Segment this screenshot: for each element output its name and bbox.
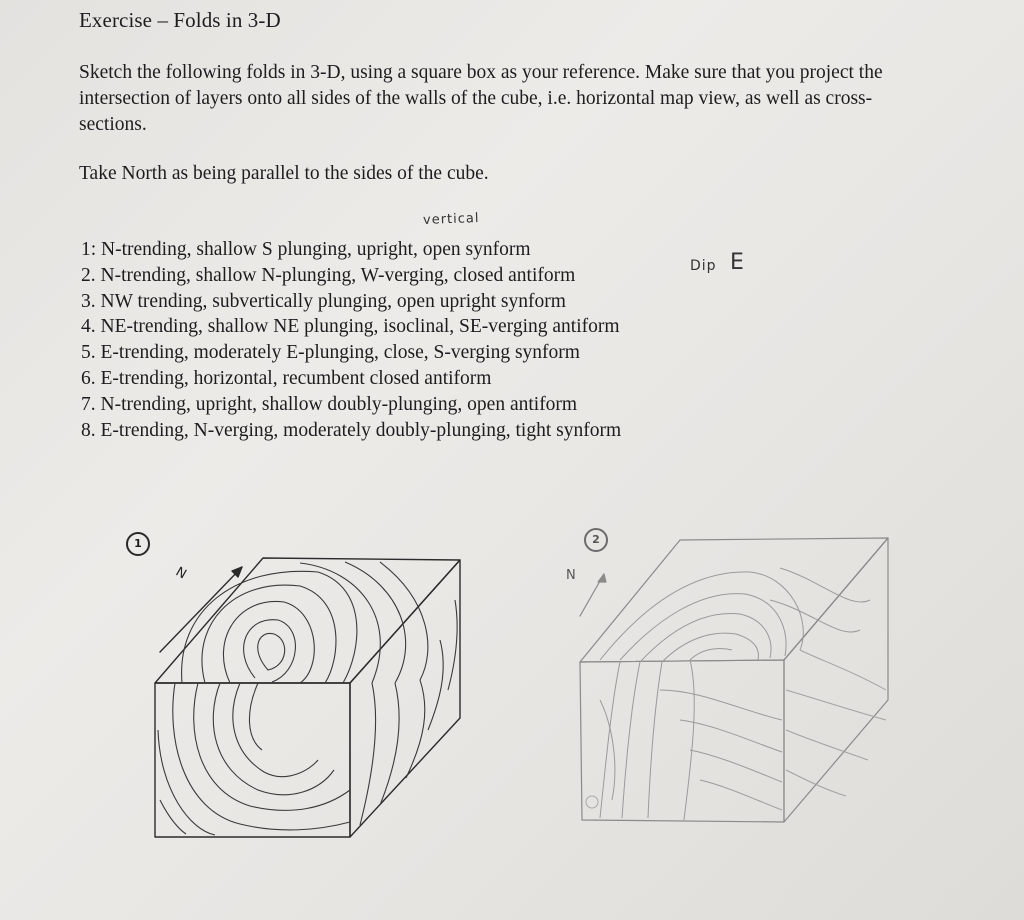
handwritten-dip-direction: E	[730, 250, 744, 275]
handwritten-vertical-note: vertical	[422, 211, 480, 228]
cube-2-side-contours	[786, 650, 886, 796]
exercise-title: Exercise – Folds in 3-D	[79, 8, 281, 32]
fold-item-4: 4. NE-trending, shallow NE plunging, isoclinal, SE-verging antiform	[81, 316, 620, 338]
cube-2-top-face	[580, 538, 888, 662]
fold-item-6: 6. E-trending, horizontal, recumbent closed antiform	[81, 367, 492, 389]
north-label-sketch-2: N	[566, 568, 576, 583]
small-circle-mark	[586, 796, 598, 808]
fold-item-1: 1: N-trending, shallow S plunging, upright, open synform	[81, 239, 531, 260]
fold-item-2: 2. N-trending, shallow N-plunging, W-verging, closed antiform	[81, 264, 576, 286]
cube-2-front-contours	[600, 660, 782, 820]
instructions-paragraph: Sketch the following folds in 3-D, using a square box as your reference. Make sure that you project the intersection of layers onto all sides of the walls of the cube, i.e. horizontal map view, as well as cross-sections.	[79, 62, 883, 135]
north-label-sketch-1: N	[172, 564, 189, 583]
north-note: Take North as being parallel to the sides of the cube.	[79, 163, 489, 184]
fold-item-5: 5. E-trending, moderately E-plunging, close, S-verging synform	[81, 342, 580, 364]
fold-item-3: 3. NW trending, subvertically plunging, open upright synform	[81, 290, 566, 312]
cube-2-top-contours	[600, 568, 870, 662]
north-arrowhead-2	[598, 574, 606, 582]
fold-item-7: 7. N-trending, upright, shallow doubly-plunging, open antiform	[81, 393, 578, 415]
sketch-2-label: 2	[584, 528, 608, 552]
cube-2-side-face	[784, 538, 888, 822]
fold-item-8: 8. E-trending, N-verging, moderately doubly-plunging, tight synform	[81, 419, 622, 441]
handwritten-dip-note: Dip	[690, 258, 717, 274]
sketch-1-label: 1	[126, 532, 150, 556]
